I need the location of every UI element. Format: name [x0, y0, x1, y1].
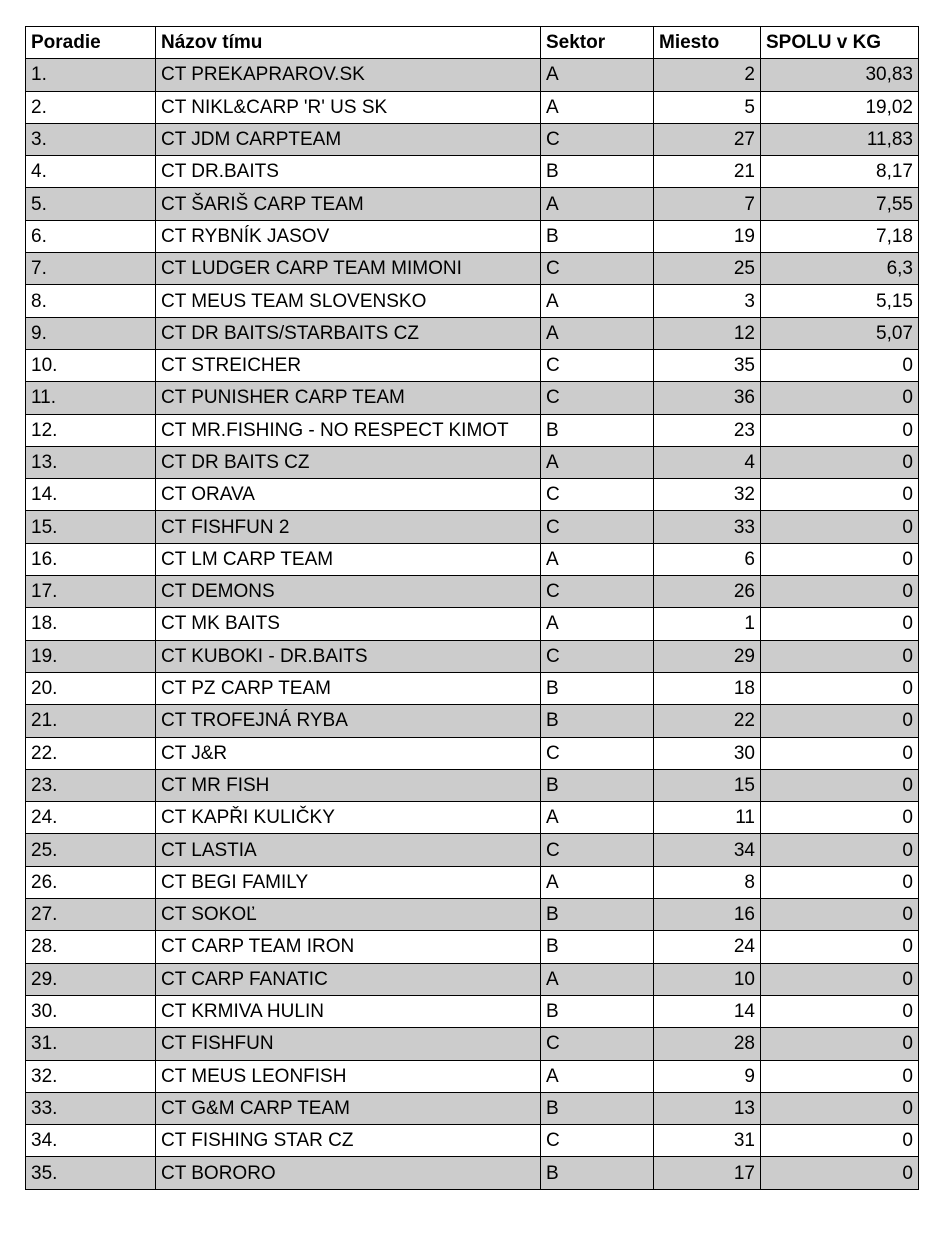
cell-team-name: CT DR BAITS CZ [156, 446, 541, 478]
table-row [26, 511, 919, 543]
cell-team-name: CT PZ CARP TEAM [156, 672, 541, 704]
cell-place: 19 [654, 220, 761, 252]
cell-team-name: CT SOKOĽ [156, 899, 541, 931]
cell-place: 13 [654, 1092, 761, 1124]
cell-place: 14 [654, 995, 761, 1027]
cell-rank: 31. [26, 1028, 156, 1060]
table-row [26, 576, 919, 608]
cell-sector: B [541, 931, 654, 963]
cell-total-kg: 0 [761, 511, 919, 543]
cell-sector: B [541, 156, 654, 188]
table-row [26, 156, 919, 188]
cell-place: 28 [654, 1028, 761, 1060]
cell-place: 17 [654, 1157, 761, 1189]
cell-total-kg: 5,07 [761, 317, 919, 349]
cell-sector: A [541, 188, 654, 220]
cell-team-name: CT LUDGER CARP TEAM MIMONI [156, 253, 541, 285]
cell-total-kg: 0 [761, 414, 919, 446]
cell-sector: A [541, 963, 654, 995]
header-total-kg: SPOLU v KG [761, 27, 919, 59]
table-row [26, 802, 919, 834]
cell-rank: 9. [26, 317, 156, 349]
cell-place: 12 [654, 317, 761, 349]
table-header [26, 27, 919, 59]
cell-total-kg: 19,02 [761, 91, 919, 123]
cell-place: 21 [654, 156, 761, 188]
cell-rank: 7. [26, 253, 156, 285]
cell-sector: B [541, 1092, 654, 1124]
cell-total-kg: 0 [761, 995, 919, 1027]
table-row [26, 543, 919, 575]
cell-total-kg: 0 [761, 1125, 919, 1157]
cell-team-name: CT KUBOKI - DR.BAITS [156, 640, 541, 672]
cell-team-name: CT DR BAITS/STARBAITS CZ [156, 317, 541, 349]
header-sector: Sektor [541, 27, 654, 59]
cell-place: 23 [654, 414, 761, 446]
cell-team-name: CT FISHFUN 2 [156, 511, 541, 543]
cell-rank: 4. [26, 156, 156, 188]
cell-sector: A [541, 91, 654, 123]
cell-place: 3 [654, 285, 761, 317]
table-row [26, 963, 919, 995]
cell-sector: A [541, 317, 654, 349]
table-row [26, 931, 919, 963]
cell-sector: A [541, 59, 654, 91]
cell-place: 2 [654, 59, 761, 91]
cell-total-kg: 0 [761, 1157, 919, 1189]
cell-rank: 34. [26, 1125, 156, 1157]
cell-sector: C [541, 1125, 654, 1157]
cell-place: 31 [654, 1125, 761, 1157]
cell-place: 36 [654, 382, 761, 414]
cell-team-name: CT RYBNÍK JASOV [156, 220, 541, 252]
cell-rank: 22. [26, 737, 156, 769]
cell-rank: 6. [26, 220, 156, 252]
cell-place: 4 [654, 446, 761, 478]
cell-place: 9 [654, 1060, 761, 1092]
table-row [26, 414, 919, 446]
cell-sector: C [541, 640, 654, 672]
cell-total-kg: 0 [761, 963, 919, 995]
cell-sector: B [541, 995, 654, 1027]
cell-place: 34 [654, 834, 761, 866]
table-row [26, 834, 919, 866]
cell-rank: 14. [26, 479, 156, 511]
cell-place: 11 [654, 802, 761, 834]
cell-team-name: CT JDM CARPTEAM [156, 123, 541, 155]
table-row [26, 672, 919, 704]
cell-sector: B [541, 414, 654, 446]
cell-rank: 3. [26, 123, 156, 155]
cell-team-name: CT KAPŘI KULIČKY [156, 802, 541, 834]
cell-rank: 33. [26, 1092, 156, 1124]
cell-sector: A [541, 866, 654, 898]
cell-total-kg: 0 [761, 899, 919, 931]
cell-team-name: CT FISHFUN [156, 1028, 541, 1060]
cell-sector: C [541, 737, 654, 769]
header-team-name: Názov tímu [156, 27, 541, 59]
table-body [26, 59, 919, 1189]
cell-sector: B [541, 769, 654, 801]
cell-sector: C [541, 479, 654, 511]
cell-place: 27 [654, 123, 761, 155]
cell-sector: A [541, 608, 654, 640]
cell-rank: 35. [26, 1157, 156, 1189]
cell-team-name: CT MEUS LEONFISH [156, 1060, 541, 1092]
cell-rank: 13. [26, 446, 156, 478]
cell-sector: B [541, 220, 654, 252]
cell-total-kg: 0 [761, 931, 919, 963]
cell-team-name: CT CARP TEAM IRON [156, 931, 541, 963]
cell-total-kg: 0 [761, 1060, 919, 1092]
cell-rank: 20. [26, 672, 156, 704]
header-place: Miesto [654, 27, 761, 59]
cell-sector: C [541, 511, 654, 543]
cell-rank: 12. [26, 414, 156, 446]
table-row [26, 1092, 919, 1124]
cell-team-name: CT DR.BAITS [156, 156, 541, 188]
cell-sector: C [541, 253, 654, 285]
cell-rank: 23. [26, 769, 156, 801]
cell-sector: B [541, 899, 654, 931]
cell-sector: C [541, 123, 654, 155]
table-row [26, 59, 919, 91]
cell-place: 22 [654, 705, 761, 737]
cell-place: 30 [654, 737, 761, 769]
cell-place: 33 [654, 511, 761, 543]
cell-sector: A [541, 543, 654, 575]
table-row [26, 705, 919, 737]
cell-rank: 27. [26, 899, 156, 931]
cell-rank: 2. [26, 91, 156, 123]
cell-team-name: CT ORAVA [156, 479, 541, 511]
cell-team-name: CT NIKL&CARP 'R' US SK [156, 91, 541, 123]
cell-rank: 26. [26, 866, 156, 898]
table-row [26, 91, 919, 123]
cell-sector: C [541, 834, 654, 866]
cell-team-name: CT LM CARP TEAM [156, 543, 541, 575]
cell-team-name: CT PREKAPRAROV.SK [156, 59, 541, 91]
cell-sector: B [541, 672, 654, 704]
cell-place: 24 [654, 931, 761, 963]
cell-place: 32 [654, 479, 761, 511]
cell-total-kg: 0 [761, 640, 919, 672]
cell-total-kg: 0 [761, 802, 919, 834]
cell-total-kg: 0 [761, 479, 919, 511]
cell-rank: 8. [26, 285, 156, 317]
table-row [26, 446, 919, 478]
cell-rank: 19. [26, 640, 156, 672]
table-row [26, 1060, 919, 1092]
cell-total-kg: 0 [761, 543, 919, 575]
cell-place: 6 [654, 543, 761, 575]
cell-total-kg: 0 [761, 1028, 919, 1060]
cell-total-kg: 0 [761, 576, 919, 608]
cell-total-kg: 0 [761, 769, 919, 801]
cell-total-kg: 11,83 [761, 123, 919, 155]
cell-place: 7 [654, 188, 761, 220]
cell-sector: A [541, 1060, 654, 1092]
cell-sector: A [541, 285, 654, 317]
cell-team-name: CT J&R [156, 737, 541, 769]
table-row [26, 1028, 919, 1060]
cell-team-name: CT BEGI FAMILY [156, 866, 541, 898]
table-row [26, 479, 919, 511]
cell-team-name: CT ŠARIŠ CARP TEAM [156, 188, 541, 220]
cell-rank: 29. [26, 963, 156, 995]
table-row [26, 995, 919, 1027]
cell-rank: 16. [26, 543, 156, 575]
table-row [26, 253, 919, 285]
cell-team-name: CT DEMONS [156, 576, 541, 608]
cell-total-kg: 6,3 [761, 253, 919, 285]
cell-total-kg: 0 [761, 705, 919, 737]
cell-sector: C [541, 349, 654, 381]
cell-team-name: CT MR FISH [156, 769, 541, 801]
cell-sector: C [541, 576, 654, 608]
cell-rank: 32. [26, 1060, 156, 1092]
header-rank: Poradie [26, 27, 156, 59]
table-row [26, 866, 919, 898]
cell-place: 35 [654, 349, 761, 381]
cell-total-kg: 5,15 [761, 285, 919, 317]
cell-sector: A [541, 802, 654, 834]
table-row [26, 349, 919, 381]
cell-place: 1 [654, 608, 761, 640]
cell-total-kg: 30,83 [761, 59, 919, 91]
cell-place: 26 [654, 576, 761, 608]
cell-team-name: CT PUNISHER CARP TEAM [156, 382, 541, 414]
cell-place: 18 [654, 672, 761, 704]
cell-rank: 30. [26, 995, 156, 1027]
cell-total-kg: 0 [761, 382, 919, 414]
table-row [26, 608, 919, 640]
cell-rank: 24. [26, 802, 156, 834]
cell-team-name: CT MK BAITS [156, 608, 541, 640]
cell-total-kg: 0 [761, 608, 919, 640]
cell-rank: 11. [26, 382, 156, 414]
cell-team-name: CT MEUS TEAM SLOVENSKO [156, 285, 541, 317]
cell-sector: B [541, 1157, 654, 1189]
cell-sector: A [541, 446, 654, 478]
cell-place: 16 [654, 899, 761, 931]
cell-sector: C [541, 1028, 654, 1060]
cell-total-kg: 0 [761, 672, 919, 704]
cell-total-kg: 0 [761, 834, 919, 866]
table-row [26, 1157, 919, 1189]
cell-total-kg: 0 [761, 446, 919, 478]
cell-team-name: CT MR.FISHING - NO RESPECT KIMOT [156, 414, 541, 446]
cell-total-kg: 0 [761, 349, 919, 381]
cell-place: 5 [654, 91, 761, 123]
cell-sector: C [541, 382, 654, 414]
cell-team-name: CT KRMIVA HULIN [156, 995, 541, 1027]
cell-rank: 17. [26, 576, 156, 608]
cell-rank: 25. [26, 834, 156, 866]
cell-rank: 18. [26, 608, 156, 640]
table-row [26, 123, 919, 155]
table-row [26, 188, 919, 220]
cell-place: 29 [654, 640, 761, 672]
table-row [26, 1125, 919, 1157]
cell-team-name: CT FISHING STAR CZ [156, 1125, 541, 1157]
cell-sector: B [541, 705, 654, 737]
cell-total-kg: 0 [761, 866, 919, 898]
cell-team-name: CT TROFEJNÁ RYBA [156, 705, 541, 737]
cell-total-kg: 0 [761, 737, 919, 769]
table-row [26, 769, 919, 801]
cell-place: 8 [654, 866, 761, 898]
table-row [26, 737, 919, 769]
header-row [26, 27, 919, 59]
results-table [25, 26, 919, 1190]
cell-place: 15 [654, 769, 761, 801]
table-row [26, 640, 919, 672]
cell-team-name: CT G&M CARP TEAM [156, 1092, 541, 1124]
cell-place: 25 [654, 253, 761, 285]
cell-team-name: CT LASTIA [156, 834, 541, 866]
cell-rank: 1. [26, 59, 156, 91]
cell-rank: 15. [26, 511, 156, 543]
cell-total-kg: 7,55 [761, 188, 919, 220]
cell-team-name: CT CARP FANATIC [156, 963, 541, 995]
cell-rank: 10. [26, 349, 156, 381]
cell-rank: 5. [26, 188, 156, 220]
cell-team-name: CT BORORO [156, 1157, 541, 1189]
cell-total-kg: 8,17 [761, 156, 919, 188]
table-row [26, 220, 919, 252]
cell-total-kg: 0 [761, 1092, 919, 1124]
cell-team-name: CT STREICHER [156, 349, 541, 381]
table-row [26, 317, 919, 349]
cell-total-kg: 7,18 [761, 220, 919, 252]
table-row [26, 285, 919, 317]
table-row [26, 899, 919, 931]
cell-rank: 21. [26, 705, 156, 737]
table-row [26, 382, 919, 414]
cell-rank: 28. [26, 931, 156, 963]
cell-place: 10 [654, 963, 761, 995]
